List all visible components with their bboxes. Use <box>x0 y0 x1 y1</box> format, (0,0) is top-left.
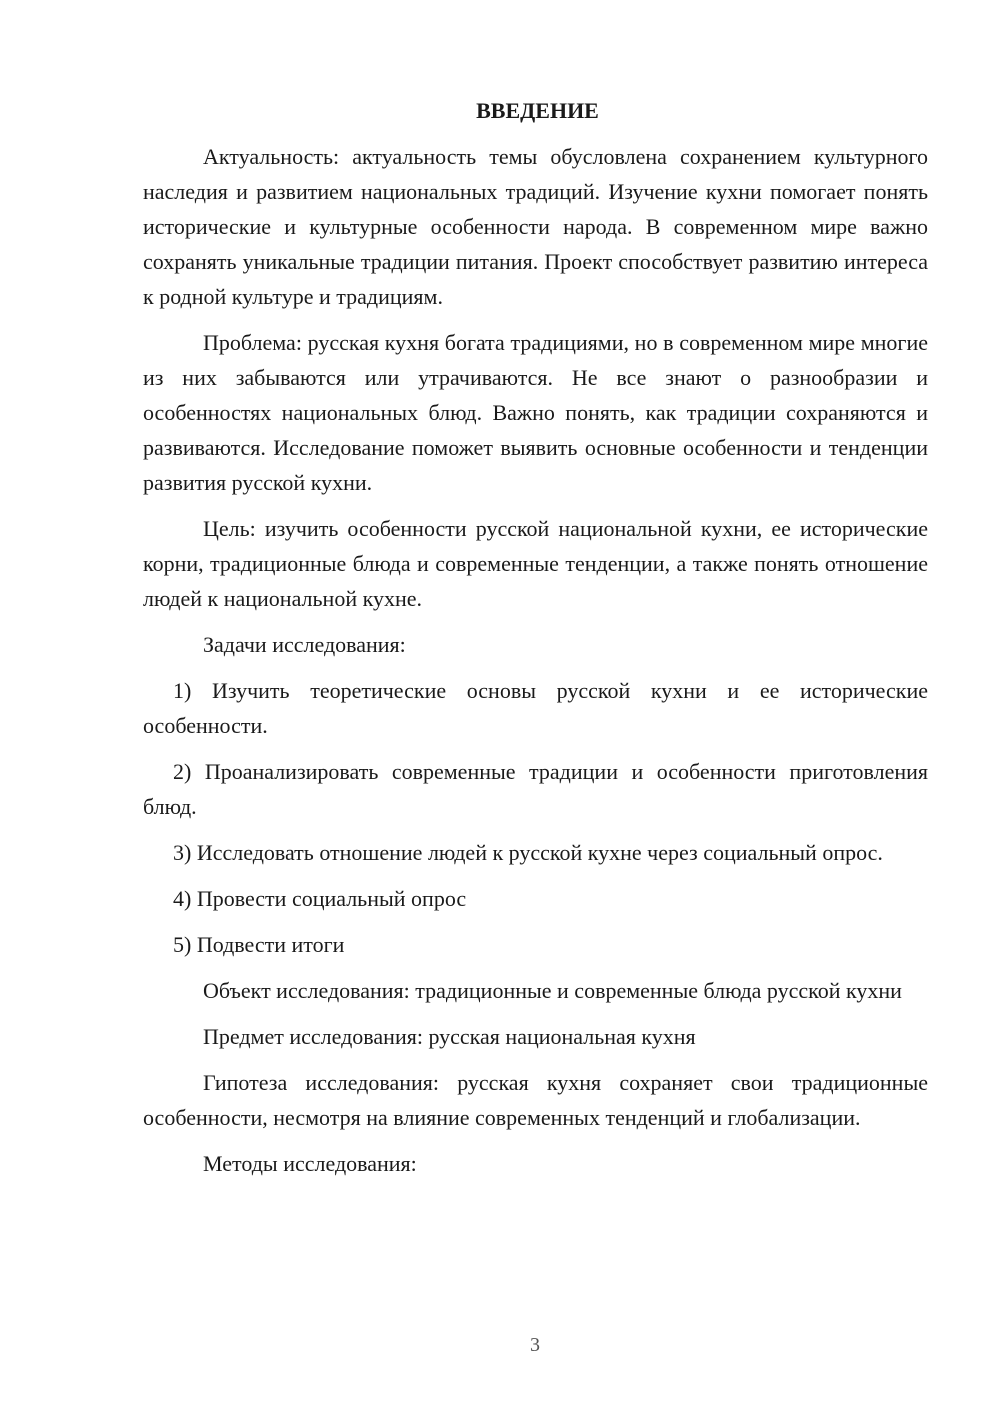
paragraph-problem: Проблема: русская кухня богата традициями, но в современном мире многие из них забываются или утрачиваются. Не все знают о разнообразии и особенностях национальных блюд. Важно понять, как традиции сохраняются и развиваются. Исследование поможет выявить основные особенности и тенденции развития русской кухни. <box>143 330 928 495</box>
paragraph-goal: Цель: изучить особенности русской национальной кухни, ее исторические корни, традиционные блюда и современные тенденции, а также понять отношение людей к национальной кухне. <box>143 516 928 611</box>
section-title: ВВЕДЕНИЕ <box>476 98 599 123</box>
paragraph-relevance: Актуальность: актуальность темы обусловлена сохранением культурного наследия и развитием национальных традиций. Изучение кухни помогает понять исторические и культурные особенности народа. В современном мире важно сохранять уникальные традиции питания. Проект способствует развитию интереса к родной культуре и традициям. <box>143 144 928 309</box>
paragraph-hypothesis: Гипотеза исследования: русская кухня сохраняет свои традиционные особенности, несмотря на влияние современных тенденций и глобализации. <box>143 1070 928 1130</box>
task-item-3: 3) Исследовать отношение людей к русской кухне через социальный опрос. <box>173 840 883 865</box>
task-item-4: 4) Провести социальный опрос <box>173 886 467 911</box>
task-item-5: 5) Подвести итоги <box>173 932 345 957</box>
task-item-2: 2) Проанализировать современные традиции и особенности приготовления блюд. <box>143 759 928 819</box>
page-content <box>143 96 928 1192</box>
paragraph-methods: Методы исследования: <box>203 1151 417 1176</box>
paragraph-object: Объект исследования: традиционные и современные блюда русской кухни <box>203 978 902 1003</box>
paragraph-tasks-heading: Задачи исследования: <box>203 632 406 657</box>
page-number: 3 <box>530 1334 540 1356</box>
paragraph-subject: Предмет исследования: русская национальная кухня <box>203 1024 696 1049</box>
task-item-1: 1) Изучить теоретические основы русской кухни и ее исторические особенности. <box>143 678 928 738</box>
